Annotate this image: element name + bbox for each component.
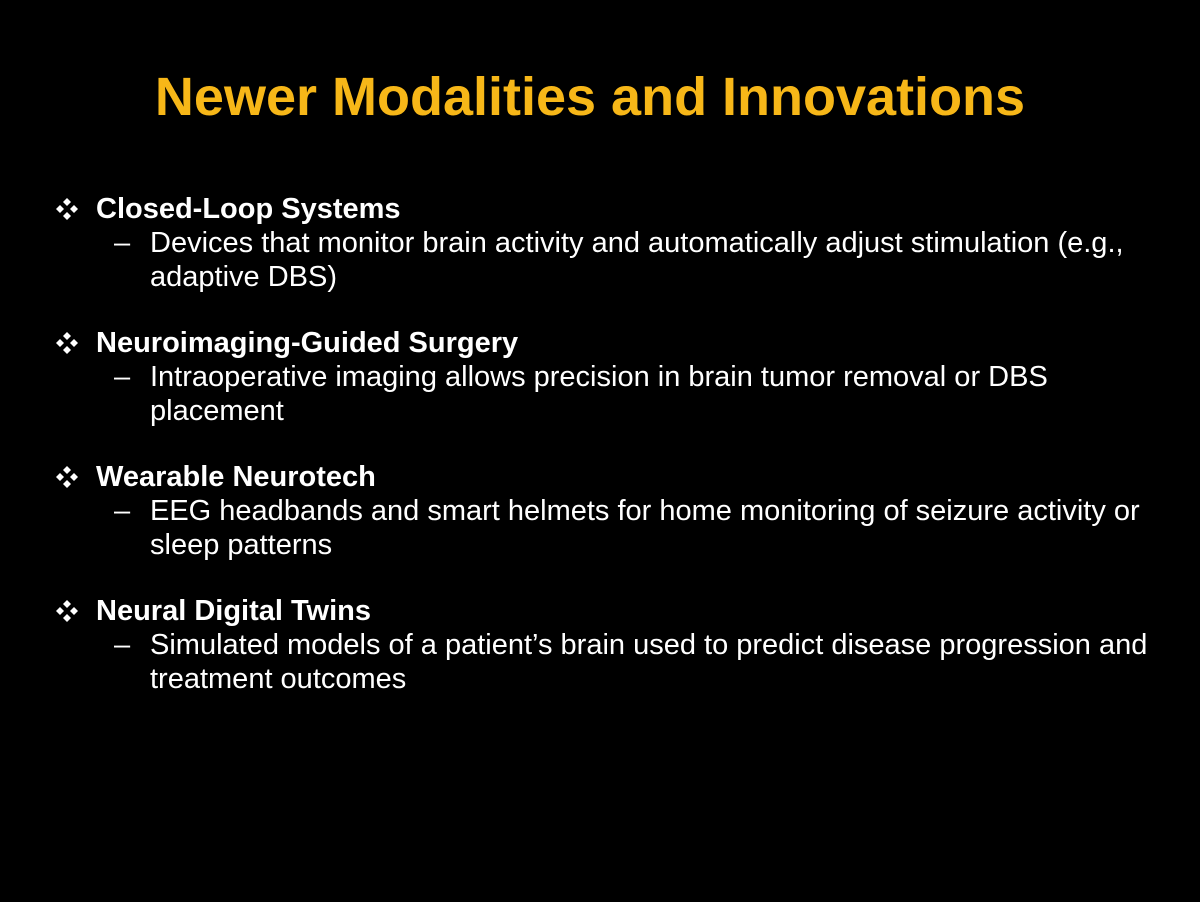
bullet-item	[54, 192, 1174, 294]
bullet-heading-row	[54, 594, 1174, 628]
bullet-heading: Wearable Neurotech	[96, 461, 376, 493]
four-diamond-bullet-icon	[54, 594, 86, 628]
bullet-item	[54, 326, 1174, 428]
sub-bullet-text: Intraoperative imaging allows precision in brain tumor removal or DBS placement	[150, 361, 1048, 427]
sub-bullet-text: EEG headbands and smart helmets for home monitoring of seizure activity or sleep patterns	[150, 495, 1140, 561]
sub-bullet	[114, 226, 1174, 294]
bullet-heading: Closed-Loop Systems	[96, 193, 401, 225]
sub-bullet	[114, 360, 1174, 428]
sub-bullet	[114, 628, 1174, 696]
sub-bullet-text: Devices that monitor brain activity and automatically adjust stimulation (e.g., adaptive DBS)	[150, 227, 1124, 293]
sub-bullet	[114, 494, 1174, 562]
dash-marker: –	[114, 227, 131, 259]
bullet-heading: Neural Digital Twins	[96, 595, 372, 627]
dash-marker: –	[114, 361, 131, 393]
bullet-item	[54, 460, 1174, 562]
slide-title: Newer Modalities and Innovations	[154, 67, 1026, 127]
bullet-heading-row	[54, 192, 1174, 226]
bullet-heading-row	[54, 326, 1174, 360]
bullet-item	[54, 594, 1174, 696]
bullet-heading: Neuroimaging-Guided Surgery	[96, 327, 519, 359]
four-diamond-bullet-icon	[54, 460, 86, 494]
four-diamond-bullet-icon	[54, 192, 86, 226]
dash-marker: –	[114, 629, 131, 661]
bullet-heading-row	[54, 460, 1174, 494]
sub-bullet-text: Simulated models of a patient’s brain used to predict disease progression and treatment outcomes	[150, 629, 1148, 695]
bullet-list	[54, 192, 1174, 728]
four-diamond-bullet-icon	[54, 326, 86, 360]
dash-marker: –	[114, 495, 131, 527]
